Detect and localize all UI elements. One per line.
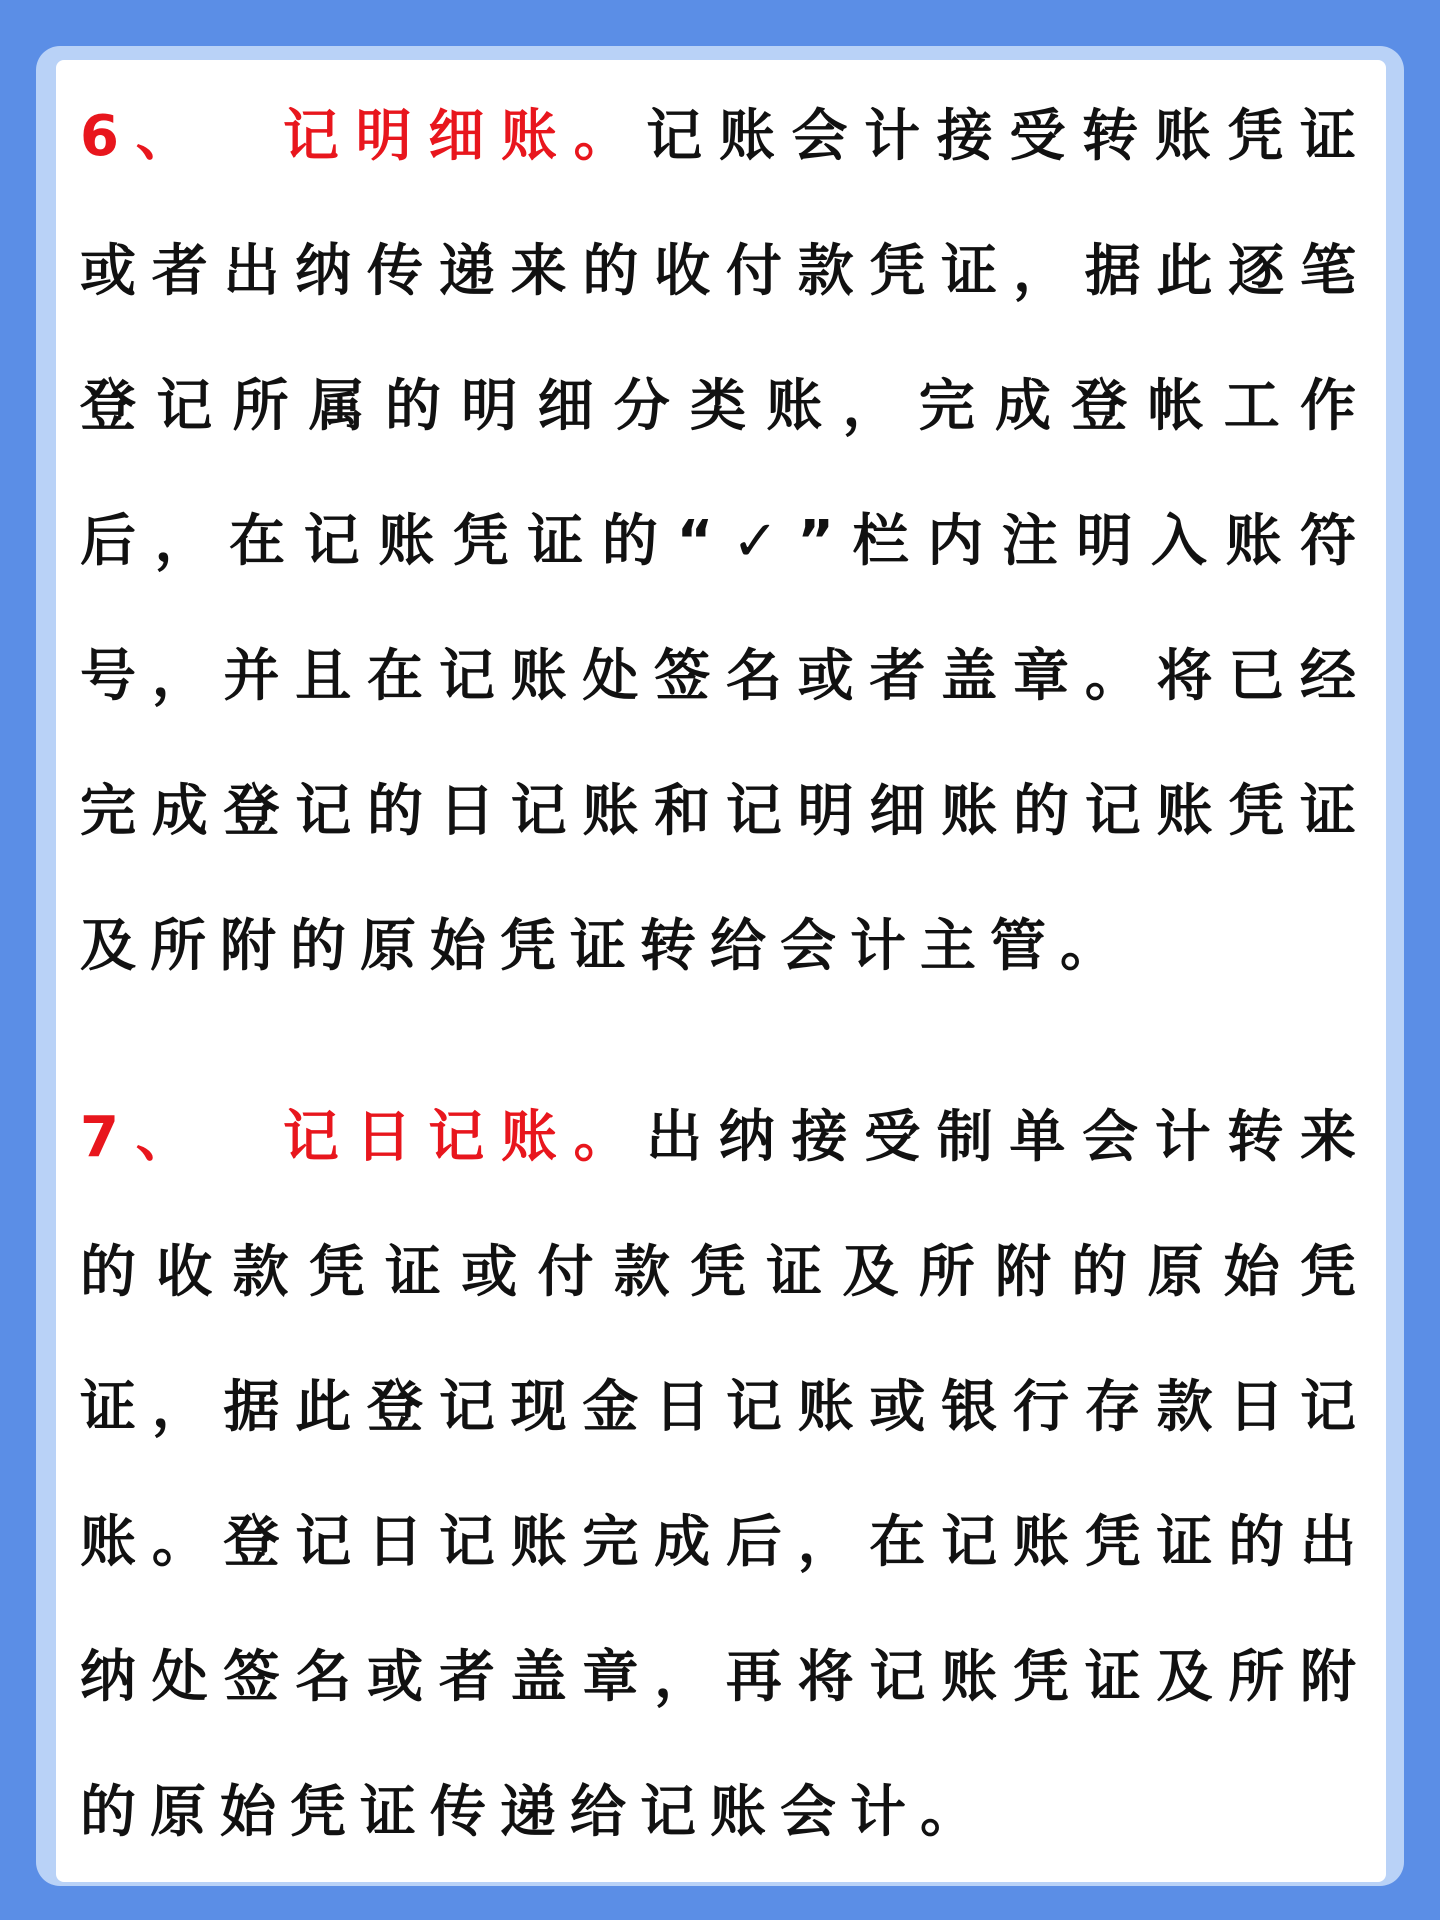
- section-heading: 记日记账。: [280, 1105, 647, 1170]
- section-number: 7、: [80, 1105, 209, 1170]
- section-6: [80, 69, 1370, 1014]
- section-body: 记账会计接受转账凭证或者出纳传递来的收付款凭证，据此逐笔登记所属的明细分类账，完成登帐工作后，在记账凭证的“✓”栏内注明入账符号，并且在记账处签名或者盖章。将已经完成登记的日记账和记明细账的记账凭证及所附的原始凭证转给会计主管。: [80, 104, 1371, 979]
- section-7: [80, 1070, 1370, 1880]
- section-body: 出纳接受制单会计转来的收款凭证或付款凭证及所附的原始凭证，据此登记现金日记账或银行存款日记账。登记日记账完成后，在记账凭证的出纳处签名或者盖章，再将记账凭证及所附的原始凭证传递给记账会计。: [80, 1105, 1371, 1845]
- section-heading: 记明细账。: [280, 104, 647, 169]
- content-card: [56, 60, 1386, 1882]
- section-number: 6、: [80, 104, 209, 169]
